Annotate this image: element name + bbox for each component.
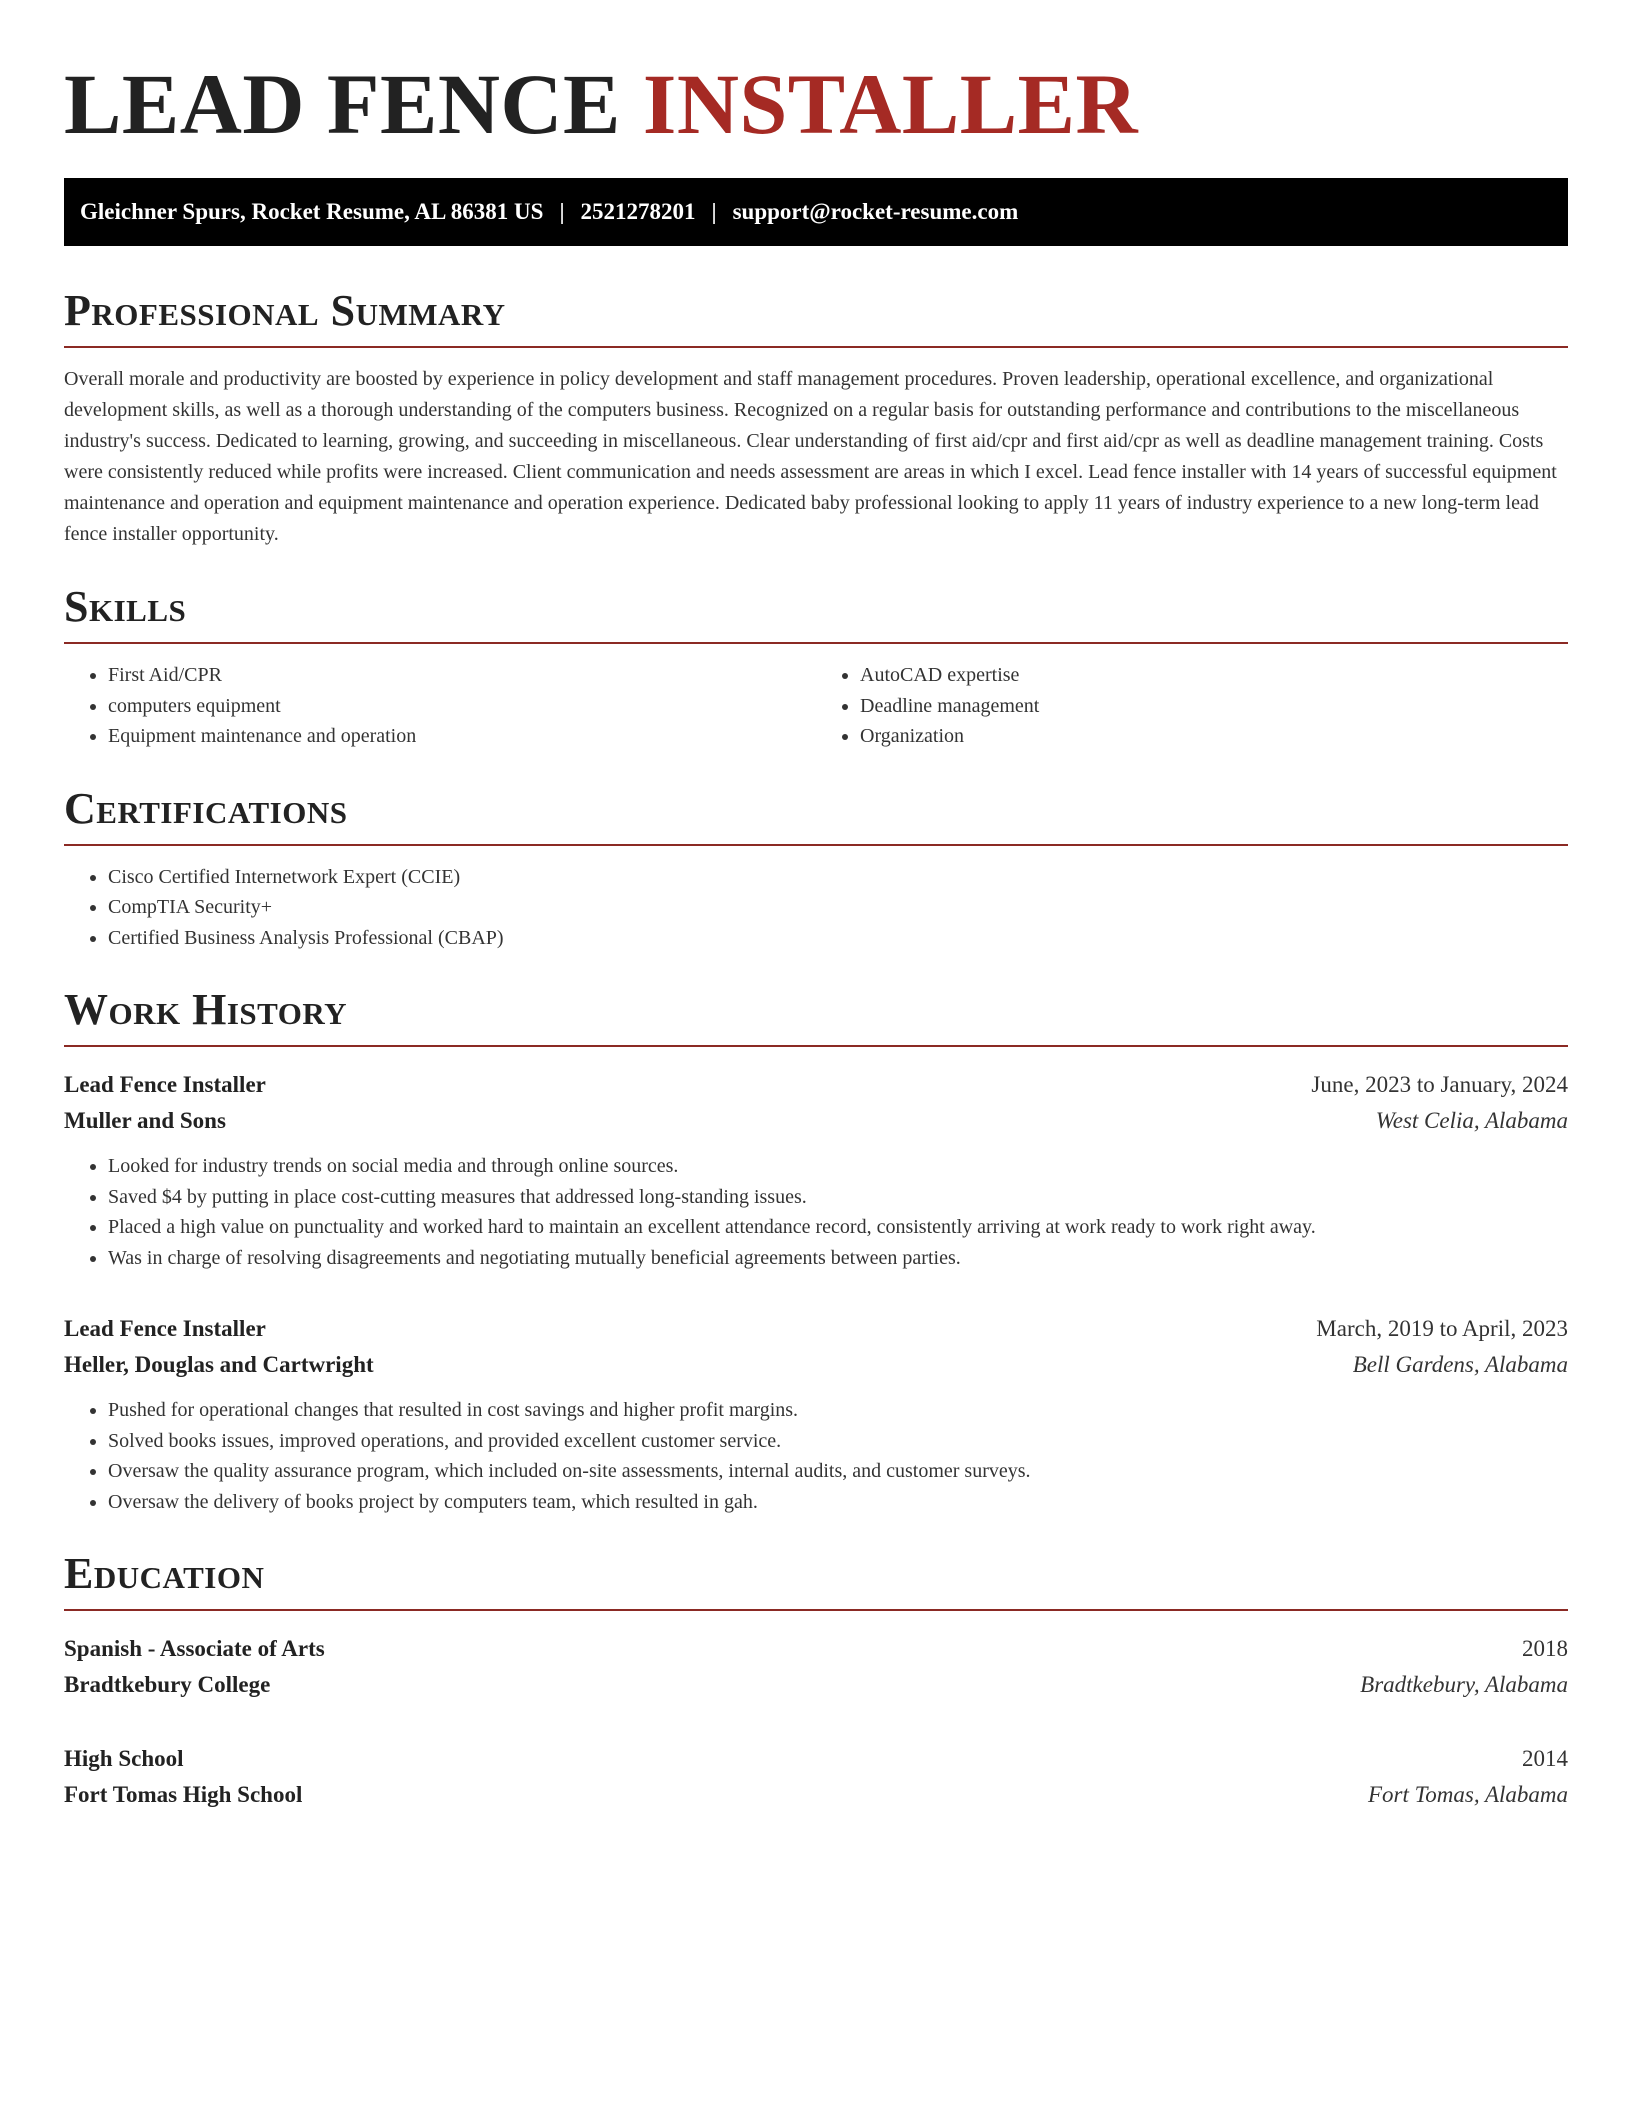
job-header-row bbox=[64, 1311, 1568, 1347]
certification-item: • CompTIA Security+ bbox=[108, 892, 1568, 923]
section-divider bbox=[64, 1609, 1568, 1611]
name-accent: INSTALLER bbox=[642, 56, 1139, 152]
education-degree: Spanish - Associate of Arts bbox=[64, 1636, 325, 1661]
skills-grid bbox=[64, 644, 1568, 752]
job-title: Lead Fence Installer bbox=[64, 1316, 266, 1341]
job-header-row bbox=[64, 1067, 1568, 1103]
education-location: Bradtkebury, Alabama bbox=[1360, 1672, 1568, 1697]
contact-phone: 2521278201 bbox=[580, 199, 696, 224]
education-entry bbox=[64, 1741, 1568, 1813]
skills-heading: Skills bbox=[64, 582, 187, 631]
job-duty-item: • Saved $4 by putting in place cost-cutting measures that addressed long-standing issues. bbox=[108, 1182, 1568, 1213]
skill-item: • Deadline management bbox=[860, 691, 1568, 722]
job-duty-item: • Oversaw the delivery of books project by computers team, which resulted in gah. bbox=[108, 1487, 1568, 1518]
job-dates: June, 2023 to January, 2024 bbox=[1311, 1072, 1568, 1097]
job-location: Bell Gardens, Alabama bbox=[1352, 1352, 1568, 1377]
job-duty-item: • Solved books issues, improved operations, and provided excellent customer service. bbox=[108, 1426, 1568, 1457]
education-section bbox=[64, 1549, 1568, 1813]
summary-section bbox=[64, 286, 1568, 550]
education-location: Fort Tomas, Alabama bbox=[1367, 1782, 1568, 1807]
section-divider bbox=[64, 844, 1568, 846]
job-duty-item: • Oversaw the quality assurance program, which included on-site assessments, internal audits, and customer surveys. bbox=[108, 1456, 1568, 1487]
education-school: Bradtkebury College bbox=[64, 1672, 271, 1697]
skill-item: • Organization bbox=[860, 721, 1568, 752]
job-entry bbox=[64, 1311, 1568, 1517]
skills-section bbox=[64, 582, 1568, 752]
skill-item: • AutoCAD expertise bbox=[860, 660, 1568, 691]
resume-name bbox=[64, 58, 1568, 150]
education-heading: Education bbox=[64, 1549, 265, 1598]
education-school: Fort Tomas High School bbox=[64, 1782, 303, 1807]
contact-email: support@rocket-resume.com bbox=[732, 199, 1019, 224]
certifications-section bbox=[64, 784, 1568, 954]
contact-bar bbox=[64, 178, 1568, 246]
skills-column-right bbox=[816, 660, 1568, 752]
job-duty-item: • Looked for industry trends on social media and through online sources. bbox=[108, 1151, 1568, 1182]
skill-item: • Equipment maintenance and operation bbox=[108, 721, 816, 752]
name-primary: LEAD FENCE bbox=[64, 56, 621, 152]
job-duty-item: • Placed a high value on punctuality and worked hard to maintain an excellent attendance record, consistently arriving at work ready to work right away. bbox=[108, 1212, 1568, 1243]
skills-column-left bbox=[64, 660, 816, 752]
contact-address: Gleichner Spurs, Rocket Resume, AL 86381 US bbox=[80, 199, 544, 224]
education-degree: High School bbox=[64, 1746, 184, 1771]
education-header-row bbox=[64, 1631, 1568, 1667]
certification-item: • Certified Business Analysis Professional (CBAP) bbox=[108, 923, 1568, 954]
section-divider bbox=[64, 346, 1568, 348]
job-duty-item: • Was in charge of resolving disagreements and negotiating mutually beneficial agreements between parties. bbox=[108, 1243, 1568, 1274]
job-company-row bbox=[64, 1103, 1568, 1139]
work-history-section bbox=[64, 985, 1568, 1517]
job-entry bbox=[64, 1067, 1568, 1273]
certifications-list bbox=[64, 862, 1568, 954]
skill-item: • computers equipment bbox=[108, 691, 816, 722]
education-header-row bbox=[64, 1741, 1568, 1777]
work-history-heading: Work History bbox=[64, 985, 348, 1034]
job-company-row bbox=[64, 1347, 1568, 1383]
job-company: Heller, Douglas and Cartwright bbox=[64, 1352, 374, 1377]
contact-separator: | bbox=[559, 199, 565, 224]
education-school-row bbox=[64, 1667, 1568, 1703]
education-year: 2018 bbox=[1522, 1636, 1568, 1661]
job-duties-list bbox=[64, 1151, 1568, 1273]
education-year: 2014 bbox=[1522, 1746, 1568, 1771]
job-title: Lead Fence Installer bbox=[64, 1072, 266, 1097]
job-duty-item: • Pushed for operational changes that resulted in cost savings and higher profit margins. bbox=[108, 1395, 1568, 1426]
contact-separator: | bbox=[711, 199, 717, 224]
certification-item: • Cisco Certified Internetwork Expert (CCIE) bbox=[108, 862, 1568, 893]
job-location: West Celia, Alabama bbox=[1375, 1108, 1568, 1133]
education-entry bbox=[64, 1631, 1568, 1703]
summary-text: Overall morale and productivity are boosted by experience in policy development and staff management procedures. Proven leadership, operational excellence, and organizational development skills, as well as a thorough understanding of the computers business. Recognized on a regular basis for outstanding performance and contributions to the miscellaneous industry's success. Dedicated to learning, growing, and succeeding in miscellaneous. Clear understanding of first aid/cpr and first aid/cpr as well as deadline management training. Costs were consistently reduced while profits were increased. Client communication and needs assessment are areas in which I excel. Lead fence installer with 14 years of successful equipment maintenance and operation and equipment maintenance and operation experience. Dedicated baby professional looking to apply 11 years of industry experience to a new long-term lead fence installer opportunity. bbox=[64, 368, 1557, 545]
job-dates: March, 2019 to April, 2023 bbox=[1316, 1316, 1568, 1341]
job-duties-list bbox=[64, 1395, 1568, 1517]
summary-heading: Professional Summary bbox=[64, 286, 506, 335]
certifications-heading: Certifications bbox=[64, 783, 348, 833]
section-divider bbox=[64, 1045, 1568, 1047]
skill-item: • First Aid/CPR bbox=[108, 660, 816, 691]
job-company: Muller and Sons bbox=[64, 1108, 226, 1133]
education-school-row bbox=[64, 1777, 1568, 1813]
